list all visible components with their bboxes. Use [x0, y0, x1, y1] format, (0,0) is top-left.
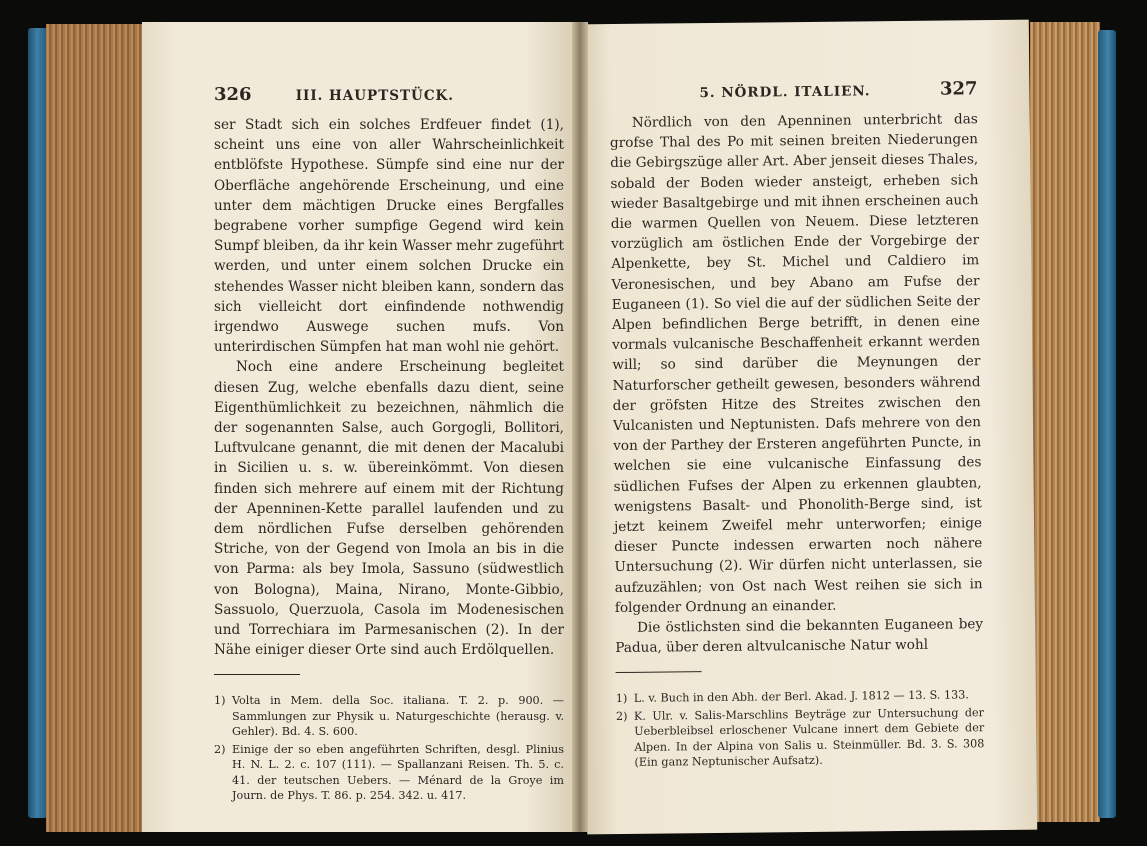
left-page-number: 326 — [214, 84, 252, 105]
footnote-mark: 2) — [615, 709, 628, 724]
left-page — [142, 22, 578, 832]
right-running-title: 5. NÖRDL. ITALIEN. — [699, 83, 871, 102]
right-page-edges — [1030, 22, 1100, 822]
footnote-mark: 1) — [615, 692, 628, 706]
left-footnote-rule — [214, 674, 300, 675]
right-paragraph-2: Die östlichsten sind die bekannten Euganeen bey Padua, über deren altvulcanische Natur wohl — [615, 616, 984, 657]
left-page-header — [214, 84, 564, 105]
left-page-edges — [46, 24, 142, 832]
left-footnote-1 — [214, 693, 564, 740]
footnote-mark: 1) — [214, 694, 226, 708]
right-cover-edge — [1098, 30, 1116, 818]
left-cover-edge — [28, 28, 48, 818]
right-footnote-rule — [616, 672, 702, 674]
right-footnote-2 — [616, 705, 985, 771]
footnote-text: Volta in Mem. della Soc. italiana. T. 2. p. 900. — Sammlungen zur Physik u. Naturgeschichte (herausg. v. Gehler). Bd. 4. S. 600. — [232, 694, 564, 739]
footnote-mark: 2) — [214, 742, 226, 756]
right-page-header — [609, 78, 977, 103]
right-page-number: 327 — [939, 78, 978, 100]
footnote-text: K. Ulr. v. Salis-Marschlins Beyträge zur Untersuchung der Ueberbleibsel erloschener Vulcane innert dem Gebiete der Alpen. In der Alpina von Salis u. Steinmüller. Bd. 3. S. 308 (Ein ganz Neptunischer Aufsatz). — [633, 706, 985, 770]
right-paragraph-1: Nördlich von den Apenninen unterbricht das grofse Thal des Po mit seinen breiten Niederungen die Gebirgszüge aller Art. Aber jenseit dieses Thales, sobald der Boden wieder ansteigt, erheben sich wieder Basaltgebirge und mit ihnen erscheinen auch die warmen Quellen von Neuem. Diese letzteren vorzüglich am östlichen Ende der Vorgebirge der Alpenkette, bey St. Michel und Caldiero im Veronesischen, und bey Abano am Fufse der Euganeen (1). So viel die auf der südlichen Seite der Alpen befindlichen Berge betrifft, in denen eine vormals vulcanische Beschaffenheit erkannt werden will; so sind darüber die Meynungen der Naturforscher getheilt gewesen, besonders während der gröfsten Hitze des Streites zwischen den Vulcanisten und Neptunisten. Dafs mehrere von den von der Parthey der Ersteren angeführten Puncte, in welchen sie eine vulcanische Einfassung des südlichen Fufses der Alpen zu erkennen glaubten, wenigstens Basalt- und Phonolith-Berge sind, ist jetzt keinem Zweifel mehr unterworfen; einige dieser Puncte indessen erwarten noch nähere Untersuchung (2). Wir dürfen nicht unterlassen, sie aufzuzählen; von Ost nach West reihen sie sich in folgender Ordnung an einander. — [609, 111, 983, 616]
right-page — [579, 20, 1037, 835]
left-footnotes — [214, 693, 564, 804]
footnote-text: L. v. Buch in den Abh. der Berl. Akad. J. 1812 — 13. S. 133. — [633, 688, 969, 706]
right-footnote-1 — [616, 688, 984, 707]
right-body-text — [610, 109, 984, 658]
book-gutter — [572, 22, 588, 832]
right-footnotes — [616, 688, 985, 771]
left-footnote-2 — [214, 742, 564, 804]
left-body-text — [214, 115, 564, 660]
left-paragraph-2: Noch eine andere Erscheinung begleitet diesen Zug, welche ebenfalls dazu dient, seine Eigenthümlichkeit zu bezeichnen, nähmlich die der sogenannten Salse, auch Gorgogli, Bollitori, Luftvulcane genannt, die mit denen der Macalubi in Sicilien u. s. w. übereinkömmt. Von diesen finden sich mehrere auf einem mit der Richtung der Apenninen-Kette parallel laufenden und zu dem nördlichen Fufse derselben gehörenden Striche, von der Gegend von Imola an bis in die von Parma: als bey Imola, Sassuno (südwestlich von Bologna), Maina, Nirano, Monte-Gibbio, Sassuolo, Querzuola, Casola im Modenesischen und Torrechiara im Parmesanischen (2). In der Nähe einiger dieser Orte sind auch Erdölquellen. — [214, 359, 564, 659]
left-paragraph-1: ser Stadt sich ein solches Erdfeuer findet (1), scheint uns eine von aller Wahrscheinlichkeit entblöfste Hypothese. Sümpfe sind eine nur der Oberfläche angehörende Erscheinung, und eine unter dem mächtigen Drucke eines Bergfalles begrabene vorher sumpfige Gegend wird kein Sumpf bleiben, da ihr kein Wasser mehr zugeführt werden, und unter einem solchen Drucke ein stehendes Wasser nicht bleiben kann, sondern das sich vielleicht dort einfindende nothwendig irgendwo Auswege suchen mufs. Von unterirdischen Sümpfen hat man wohl nie gehört. — [214, 117, 564, 356]
footnote-text: Einige der so eben angeführten Schriften, desgl. Plinius H. N. L. 2. c. 107 (111). — Spallanzani Reisen. Th. 5. c. 41. der teutschen Uebers. — Ménard de la Groye im Journ. de Phys. T. 86. p. 254. 342. u. 417. — [232, 742, 564, 803]
left-running-title: III. HAUPTSTÜCK. — [295, 88, 454, 104]
